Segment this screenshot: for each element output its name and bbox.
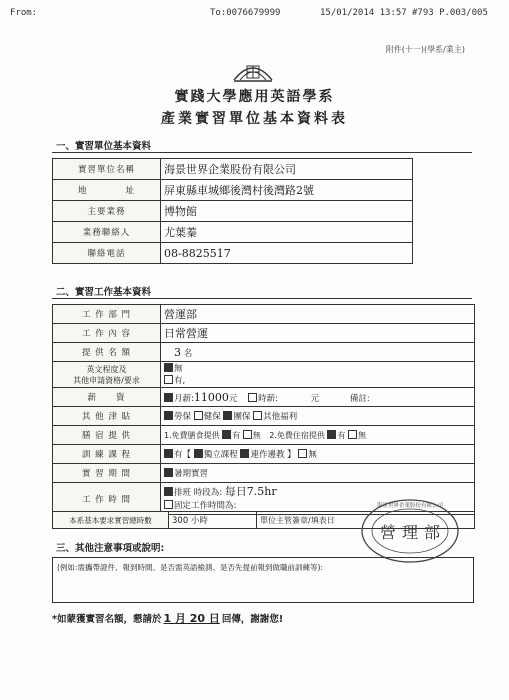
period-cell bbox=[161, 464, 475, 483]
meal-no-label: 無 bbox=[252, 430, 261, 440]
training-yes-checkbox[interactable] bbox=[164, 449, 173, 458]
table-row bbox=[53, 222, 413, 243]
section1-rule bbox=[52, 152, 472, 153]
unit-name-value: 海景世界企業股份有限公司 bbox=[161, 159, 413, 180]
table-row bbox=[53, 464, 475, 483]
allowance-cell bbox=[161, 407, 475, 426]
quota-cell bbox=[161, 343, 475, 362]
quota-unit: 名 bbox=[183, 348, 193, 359]
shift-value: 每日7.5hr bbox=[224, 484, 277, 498]
business-label: 主要業務 bbox=[53, 201, 161, 222]
salary-cell bbox=[161, 388, 475, 407]
address-label: 地 址 bbox=[53, 180, 161, 201]
labor-insurance-checkbox[interactable] bbox=[164, 411, 173, 420]
fax-page: #793 P.003/005 bbox=[412, 8, 488, 18]
other-benefits-checkbox[interactable] bbox=[253, 411, 262, 420]
phone-value: 08-8825517 bbox=[161, 243, 413, 264]
english-label-line1: 英文程度及 bbox=[86, 364, 127, 374]
on-job-teaching-label: 連作邊教 bbox=[250, 450, 285, 460]
fax-from: From: bbox=[10, 8, 38, 18]
english-yes-checkbox[interactable] bbox=[164, 375, 173, 384]
meal-yes-checkbox[interactable] bbox=[222, 430, 231, 439]
salary-label: 薪 資 bbox=[53, 388, 161, 407]
period-value: 暑期實習 bbox=[174, 469, 209, 479]
health-insurance-checkbox[interactable] bbox=[194, 411, 203, 420]
training-cell bbox=[161, 445, 475, 464]
training-no-label: 無 bbox=[308, 450, 317, 460]
seal-char-1: 營 bbox=[379, 523, 397, 542]
seal-char-3: 部 bbox=[423, 523, 441, 542]
dept-label: 工 作 部 門 bbox=[53, 305, 161, 324]
dept-value: 營運部 bbox=[161, 305, 475, 324]
quota-label: 提 供 名 額 bbox=[53, 343, 161, 362]
other-benefits-label: 其他福利 bbox=[263, 412, 298, 422]
fax-datetime: 15/01/2014 13:57 bbox=[320, 8, 407, 18]
salary-hourly-unit: 元 bbox=[310, 393, 320, 404]
min-hours-value: 300 小時 bbox=[169, 512, 257, 529]
on-job-teaching-checkbox[interactable] bbox=[240, 449, 249, 458]
english-label-line2: 其他申請資格/要求 bbox=[73, 375, 140, 385]
notes-example: (例如:需攜帶證件、報到時間、是否需英語檢測、是否先提前報到做職前訓練等): bbox=[57, 563, 323, 572]
training-bracket-close: 】 bbox=[287, 450, 296, 460]
section2-rule bbox=[52, 298, 472, 299]
unit-info-table bbox=[52, 158, 413, 264]
company-seal-stamp bbox=[360, 498, 460, 564]
salary-remark-label: 備註: bbox=[349, 393, 370, 404]
seal-ring-text: 海景世界企業股份有限公司 bbox=[376, 503, 444, 509]
table-row bbox=[53, 388, 475, 407]
table-row bbox=[53, 201, 413, 222]
english-label bbox=[53, 362, 161, 388]
salary-monthly-label: 月薪: bbox=[174, 393, 194, 404]
training-label: 訓 練 課 程 bbox=[53, 445, 161, 464]
footer-date: 1 月 20 日 bbox=[163, 612, 220, 625]
document-title-form: 產業實習單位基本資料表 bbox=[161, 111, 348, 127]
group-insurance-label: 團保 bbox=[233, 412, 251, 422]
contact-value: 尤葉蓁 bbox=[161, 222, 413, 243]
content-label: 工 作 內 容 bbox=[53, 324, 161, 343]
table-row bbox=[53, 426, 475, 445]
unit-name-label: 實習單位名稱 bbox=[53, 159, 161, 180]
salary-monthly-unit: 元 bbox=[228, 393, 238, 404]
labor-insurance-label: 勞保 bbox=[174, 412, 192, 422]
english-cell bbox=[161, 362, 475, 388]
english-yes-label: 有, bbox=[174, 375, 186, 386]
phone-label: 聯絡電話 bbox=[53, 243, 161, 264]
table-row bbox=[53, 159, 413, 180]
document-title-department: 實踐大學應用英語學系 bbox=[174, 89, 335, 105]
training-no-checkbox[interactable] bbox=[298, 449, 307, 458]
group-insurance-checkbox[interactable] bbox=[223, 411, 232, 420]
section2-heading: 二、實習工作基本資料 bbox=[56, 287, 152, 298]
meal-question: 1.免費膳食提供 bbox=[164, 430, 220, 440]
lodging-yes-checkbox[interactable] bbox=[327, 430, 336, 439]
shift-label: 排班 時段為: bbox=[174, 487, 223, 498]
lodging-no-checkbox[interactable] bbox=[348, 430, 357, 439]
table-row bbox=[53, 407, 475, 426]
lodging-no-label: 無 bbox=[358, 430, 367, 440]
table-row bbox=[53, 243, 413, 264]
fixed-hours-checkbox[interactable] bbox=[164, 500, 173, 509]
independent-course-checkbox[interactable] bbox=[194, 449, 203, 458]
table-row bbox=[53, 343, 475, 362]
footer-post: 回傳，謝謝您! bbox=[221, 614, 284, 625]
independent-course-label: 獨立課程 bbox=[203, 450, 238, 460]
business-value: 博物館 bbox=[161, 201, 413, 222]
annex-label: 附件(十一)(學系/業主) bbox=[385, 45, 465, 54]
notes-box bbox=[52, 557, 474, 603]
english-none-label: 無 bbox=[174, 363, 183, 374]
fixed-hours-label: 固定工作時間為: bbox=[174, 500, 237, 511]
quota-value: 3 bbox=[174, 345, 181, 359]
footer-note bbox=[52, 610, 283, 626]
table-row bbox=[53, 362, 475, 388]
table-row bbox=[53, 324, 475, 343]
shift-checkbox[interactable] bbox=[164, 487, 173, 496]
university-emblem-icon bbox=[230, 54, 276, 86]
table-row bbox=[53, 180, 413, 201]
salary-monthly-value: 11000 bbox=[193, 390, 229, 404]
job-info-table bbox=[52, 304, 475, 515]
health-insurance-label: 健保 bbox=[203, 412, 221, 422]
fax-to: To:0076679999 bbox=[210, 8, 281, 18]
seal-char-2: 理 bbox=[401, 523, 419, 542]
period-label: 實 習 期 間 bbox=[53, 464, 161, 483]
english-none-checkbox[interactable] bbox=[164, 363, 173, 372]
table-row bbox=[53, 305, 475, 324]
lodging-question: 2.免費住宿提供 bbox=[269, 430, 325, 440]
hours-label: 工 作 時 間 bbox=[53, 483, 161, 515]
board-label: 膳 宿 提 供 bbox=[53, 426, 161, 445]
section1-heading: 一、實習單位基本資料 bbox=[56, 141, 152, 152]
table-row bbox=[53, 445, 475, 464]
section3-heading: 三、其他注意事項或說明: bbox=[56, 543, 165, 554]
min-hours-label: 本系基本要求實習總時數 bbox=[53, 512, 169, 529]
meal-yes-label: 有 bbox=[232, 430, 241, 440]
meal-no-checkbox[interactable] bbox=[243, 430, 252, 439]
address-value: 屏東縣車城鄉後灣村後灣路2號 bbox=[161, 180, 413, 201]
salary-hourly-label: 時薪: bbox=[258, 393, 278, 404]
salary-hourly-checkbox[interactable] bbox=[248, 393, 257, 402]
contact-label: 業務聯絡人 bbox=[53, 222, 161, 243]
content-value: 日常營運 bbox=[161, 324, 475, 343]
salary-monthly-checkbox[interactable] bbox=[164, 393, 173, 402]
footer-pre: *如蒙獲實習名額，懇請於 bbox=[52, 614, 162, 625]
supervisor-sign-label: 單位主管簽章/填表日 bbox=[257, 512, 475, 529]
allowance-label: 其 他 津 貼 bbox=[53, 407, 161, 426]
summer-internship-checkbox[interactable] bbox=[164, 468, 173, 477]
lodging-yes-label: 有 bbox=[337, 430, 346, 440]
board-cell bbox=[161, 426, 475, 445]
training-yes-label: 有【 bbox=[174, 450, 192, 460]
